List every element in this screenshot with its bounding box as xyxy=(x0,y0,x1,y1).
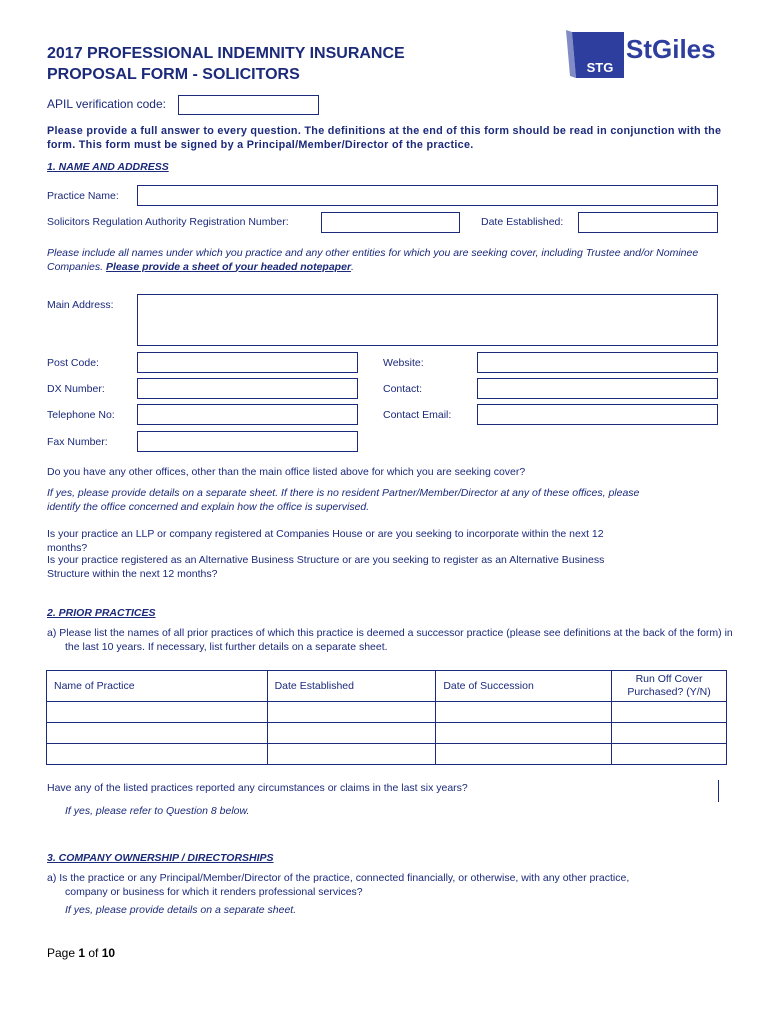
table-row xyxy=(47,723,727,744)
col-header-date-succession: Date of Succession xyxy=(436,671,612,702)
other-offices-note: If yes, please provide details on a separate sheet. If there is no resident Partner/Member/Director at any of these offices, please identify the office concerned and explain how the office is supervised. xyxy=(47,487,640,513)
date-established-input[interactable] xyxy=(578,212,718,233)
form-title xyxy=(47,43,405,85)
table-header-row xyxy=(47,671,727,702)
contact-label: Contact: xyxy=(383,383,423,395)
note-suffix: . xyxy=(351,260,354,273)
title-line-2: PROPOSAL FORM - SOLICITORS xyxy=(47,66,300,83)
fax-number-input[interactable] xyxy=(137,431,358,452)
ownership-question: a) Is the practice or any Principal/Member/Director of the practice, connected financially, or otherwise, with any other practice, company or business for which it renders professional services? xyxy=(47,872,630,898)
page-number xyxy=(47,946,115,960)
table-cell[interactable] xyxy=(267,744,436,765)
table-cell[interactable] xyxy=(612,702,727,723)
table-row xyxy=(47,702,727,723)
logo-wordmark: StGiles xyxy=(626,34,716,64)
claims-note: If yes, please refer to Question 8 below. xyxy=(65,805,250,817)
website-input[interactable] xyxy=(477,352,718,373)
table-cell[interactable] xyxy=(612,744,727,765)
main-address-input[interactable] xyxy=(137,294,718,346)
prior-practices-table xyxy=(46,670,727,765)
table-cell[interactable] xyxy=(436,744,612,765)
table-cell[interactable] xyxy=(267,723,436,744)
other-offices-question: Do you have any other offices, other than the main office listed above for which you are seeking cover? xyxy=(47,466,526,478)
claims-question: Have any of the listed practices reported any circumstances or claims in the last six years? xyxy=(47,782,468,794)
practice-name-label: Practice Name: xyxy=(47,190,119,202)
col-header-date-established: Date Established xyxy=(267,671,436,702)
fax-number-label: Fax Number: xyxy=(47,436,108,448)
table-cell[interactable] xyxy=(612,723,727,744)
stgiles-logo xyxy=(566,30,726,88)
practice-name-input[interactable] xyxy=(137,185,718,206)
page-of: of xyxy=(85,946,102,960)
contact-input[interactable] xyxy=(477,378,718,399)
sra-number-input[interactable] xyxy=(321,212,460,233)
ownership-note: If yes, please provide details on a separate sheet. xyxy=(65,904,297,916)
apil-label: APIL verification code: xyxy=(47,97,166,111)
table-cell[interactable] xyxy=(47,744,268,765)
llp-question: Is your practice an LLP or company registered at Companies House or are you seeking to incorporate within the next 12 months? xyxy=(47,528,604,554)
sra-number-label: Solicitors Regulation Authority Registration Number: xyxy=(47,216,289,228)
prior-practices-question: a) Please list the names of all prior practices of which this practice is deemed a successor practice (please see definitions at the back of the form) in the last 10 years. If necessary, list further details on a separate sheet. xyxy=(47,627,733,653)
apil-code-input[interactable] xyxy=(178,95,319,115)
page-prefix: Page xyxy=(47,946,79,960)
page-current: 1 xyxy=(78,946,86,960)
dx-number-input[interactable] xyxy=(137,378,358,399)
contact-email-input[interactable] xyxy=(477,404,718,425)
headed-notepaper-note: Please provide a sheet of your headed notepaper xyxy=(105,260,352,273)
telephone-input[interactable] xyxy=(137,404,358,425)
table-row xyxy=(47,744,727,765)
trading-names-note-text: Please include all names under which you practice and any other entities for which you are seeking cover, including Trustee and/or Nominee Companies. xyxy=(47,247,699,273)
contact-email-label: Contact Email: xyxy=(383,409,452,421)
section-2-heading: 2. PRIOR PRACTICES xyxy=(47,607,156,619)
intro-text: Please provide a full answer to every question. The definitions at the end of this form should be read in conjunction with the form. This form must be signed by a Principal/Member/Director of the practice. xyxy=(47,125,722,151)
post-code-input[interactable] xyxy=(137,352,358,373)
trading-names-note xyxy=(47,247,737,274)
section-3-heading: 3. COMPANY OWNERSHIP / DIRECTORSHIPS xyxy=(47,852,274,864)
main-address-label: Main Address: xyxy=(47,299,114,311)
table-cell[interactable] xyxy=(436,702,612,723)
table-cell[interactable] xyxy=(436,723,612,744)
section-1-heading: 1. NAME AND ADDRESS xyxy=(47,161,169,173)
col-header-run-off: Run Off Cover Purchased? (Y/N) xyxy=(612,671,727,702)
dx-number-label: DX Number: xyxy=(47,383,105,395)
telephone-label: Telephone No: xyxy=(47,409,115,421)
title-line-1: 2017 PROFESSIONAL INDEMNITY INSURANCE xyxy=(47,45,405,62)
page-total: 10 xyxy=(101,946,116,960)
table-cell[interactable] xyxy=(267,702,436,723)
post-code-label: Post Code: xyxy=(47,357,99,369)
table-cell[interactable] xyxy=(47,702,268,723)
stgiles-logo-mark-icon xyxy=(566,30,726,88)
logo-mark-text: STG xyxy=(586,60,614,75)
table-cell[interactable] xyxy=(47,723,268,744)
date-established-label: Date Established: xyxy=(481,216,564,228)
col-header-name: Name of Practice xyxy=(47,671,268,702)
website-label: Website: xyxy=(383,357,424,369)
answer-divider xyxy=(718,780,719,802)
abs-question: Is your practice registered as an Alternative Business Structure or are you seeking to register as an Alternative Business Structure within the next 12 months? xyxy=(47,554,605,580)
